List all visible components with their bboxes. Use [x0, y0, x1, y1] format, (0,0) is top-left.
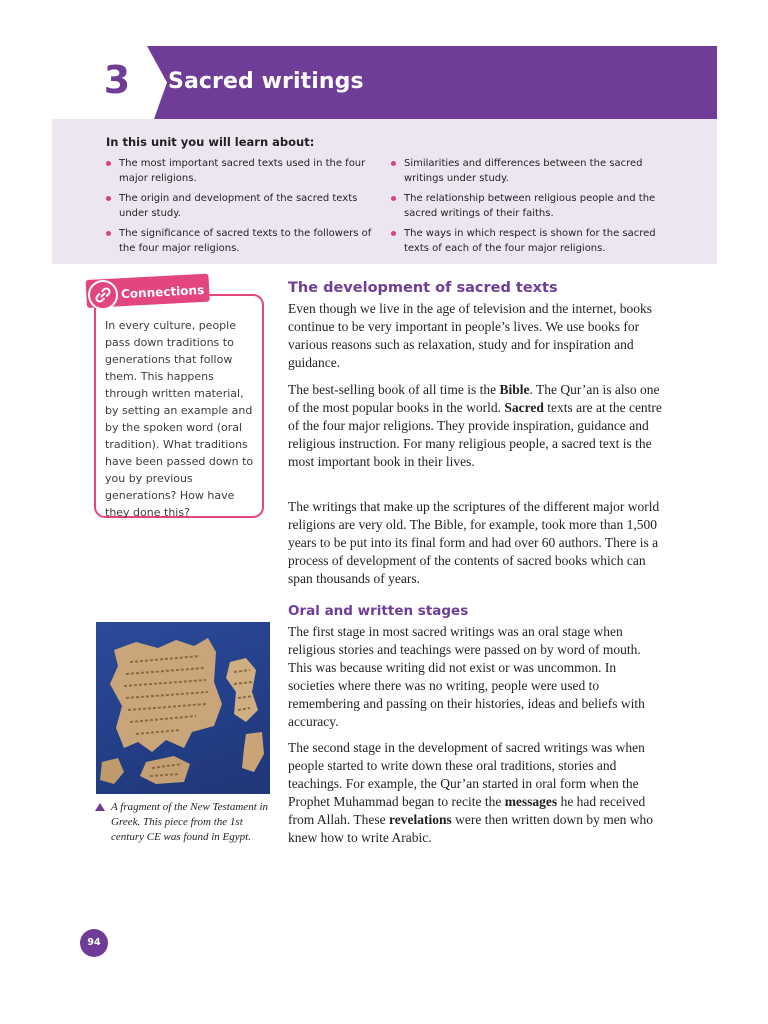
paragraph: The best-selling book of all time is the Bible. The Qur’an is also one of the most popular books in the world. Sacred texts are at the centre of the four major religions. They provide inspiration, guidance and religious instruction. For many religious people, a sacred text is the most important book in their lives. — [288, 382, 662, 469]
objective-item: The most important sacred texts used in the four major religions. — [104, 156, 379, 186]
key-term-messages: messages — [504, 794, 558, 809]
caption-arrow-icon — [95, 803, 105, 811]
papyrus-photo — [96, 622, 270, 794]
paragraph: The second stage in the development of sacred writings was when people started to write down these oral traditions, stories and teachings. For example, the Qur’an started in oral form when the Prophet Muhammad began to recite the messages he had received from Allah. These revelations were then written down by men who knew how to write Arabic. — [288, 740, 654, 845]
section-heading-oral: Oral and written stages — [288, 603, 469, 619]
section-heading-development: The development of sacred texts — [288, 280, 558, 296]
objective-item: The ways in which respect is shown for the sacred texts of each of the four major religions. — [389, 226, 669, 256]
objectives-list-left — [104, 156, 379, 261]
paragraph: The writings that make up the scriptures of the different major world religions are very old. The Bible, for example, took more than 1,500 years to be put into its final form and had over 60 authors. There is a process of development of the contents of sacred books which can span thousands of years. — [288, 499, 660, 586]
objectives-panel — [52, 119, 717, 264]
connections-text: In every culture, people pass down traditions to generations that follow them. This happens through written material, by setting an example and by the spoken word (oral tradition). What traditions have been passed down to you by previous generations? How have they done this? — [105, 319, 254, 519]
connections-label: Connections — [120, 282, 205, 302]
key-term-revelations: revelations — [388, 812, 452, 827]
page-title: Sacred writings — [168, 69, 364, 94]
link-icon — [88, 280, 118, 310]
objective-item: The origin and development of the sacred texts under study. — [104, 191, 379, 221]
unit-number: 3 — [103, 58, 131, 102]
paragraph: The first stage in most sacred writings was an oral stage when religious stories and teachings were passed on by word of mouth. This was because writing did not exist or was uncommon. In societies where there was no writing, people were used to remembering and passing on their histories, ideas and beliefs with accuracy. — [288, 624, 645, 729]
key-term-sacred: Sacred — [504, 400, 544, 415]
page-number: 94 — [80, 929, 108, 957]
objectives-heading: In this unit you will learn about: — [106, 135, 315, 149]
key-term-bible: Bible — [499, 382, 530, 397]
objective-item: The relationship between religious people and the sacred writings of their faiths. — [389, 191, 669, 221]
objective-item: The significance of sacred texts to the followers of the four major religions. — [104, 226, 379, 256]
photo-caption: A fragment of the New Testament in Greek. This piece from the 1st century CE was found in Egypt. — [111, 801, 269, 843]
objectives-list-right — [389, 156, 669, 261]
objective-item: Similarities and differences between the sacred writings under study. — [389, 156, 669, 186]
paragraph: Even though we live in the age of television and the internet, books continue to be very important in people’s lives. We use books for various reasons such as relaxation, study and for inspiration and guidance. — [288, 301, 653, 370]
